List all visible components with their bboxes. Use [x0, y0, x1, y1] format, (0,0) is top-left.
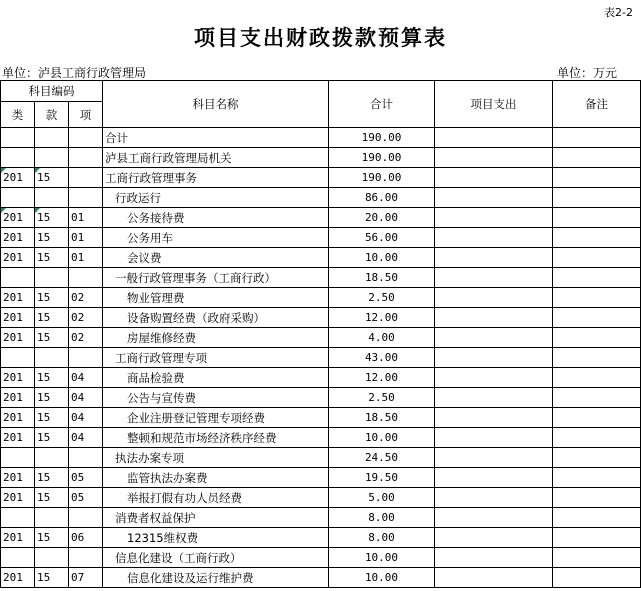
project-cell: [435, 248, 553, 268]
code-xiang-cell: 01: [69, 248, 103, 268]
total-cell: 5.00: [329, 488, 435, 508]
project-cell: [435, 208, 553, 228]
code-xiang-cell: 07: [69, 568, 103, 588]
unit-org: 单位：泸县工商行政管理局: [2, 66, 147, 80]
table-row: [1, 488, 641, 508]
table-row: [1, 168, 641, 188]
code-lei-cell: 201: [1, 468, 35, 488]
table-row: [1, 328, 641, 348]
project-cell: [435, 348, 553, 368]
total-cell: 190.00: [329, 148, 435, 168]
xiang-header: 项: [69, 102, 103, 128]
project-cell: [435, 228, 553, 248]
total-cell: 43.00: [329, 348, 435, 368]
note-cell: [553, 468, 641, 488]
project-cell: [435, 508, 553, 528]
total-cell: 12.00: [329, 308, 435, 328]
table-row: [1, 248, 641, 268]
table-row: [1, 208, 641, 228]
project-cell: [435, 168, 553, 188]
note-cell: [553, 488, 641, 508]
table-row: [1, 228, 641, 248]
code-kuan-cell: 15: [35, 428, 69, 448]
code-lei-cell: [1, 508, 35, 528]
project-cell: [435, 448, 553, 468]
subject-name-cell: 泸县工商行政管理局机关: [103, 148, 329, 168]
total-cell: 24.50: [329, 448, 435, 468]
table-row: [1, 548, 641, 568]
total-cell: 2.50: [329, 388, 435, 408]
subject-name-cell: 工商行政管理事务: [103, 168, 329, 188]
note-cell: [553, 248, 641, 268]
project-header: 项目支出: [435, 81, 553, 128]
subject-name-cell: 执法办案专项: [103, 448, 329, 468]
code-kuan-cell: 15: [35, 568, 69, 588]
note-cell: [553, 348, 641, 368]
note-cell: [553, 308, 641, 328]
project-cell: [435, 148, 553, 168]
code-xiang-cell: [69, 148, 103, 168]
table-row: [1, 428, 641, 448]
code-kuan-cell: 15: [35, 288, 69, 308]
table-row: [1, 188, 641, 208]
project-cell: [435, 188, 553, 208]
code-xiang-cell: 05: [69, 468, 103, 488]
table-row: [1, 568, 641, 588]
note-cell: [553, 168, 641, 188]
note-cell: [553, 328, 641, 348]
code-xiang-cell: [69, 348, 103, 368]
name-header: 科目名称: [103, 81, 329, 128]
code-lei-cell: 201: [1, 248, 35, 268]
code-group-header: 科目编码: [1, 81, 103, 102]
code-kuan-cell: 15: [35, 528, 69, 548]
subject-name-cell: 会议费: [103, 248, 329, 268]
code-xiang-cell: 04: [69, 388, 103, 408]
code-xiang-cell: 02: [69, 288, 103, 308]
code-lei-cell: 201: [1, 228, 35, 248]
table-id: 表2-2: [604, 6, 633, 19]
project-cell: [435, 528, 553, 548]
total-cell: 86.00: [329, 188, 435, 208]
code-xiang-cell: 01: [69, 208, 103, 228]
subject-name-cell: 公务用车: [103, 228, 329, 248]
code-lei-cell: 201: [1, 528, 35, 548]
table-row: [1, 148, 641, 168]
code-kuan-cell: 15: [35, 468, 69, 488]
table-row: [1, 508, 641, 528]
code-lei-cell: 201: [1, 168, 35, 188]
table-row: [1, 268, 641, 288]
subject-name-cell: 房屋维修经费: [103, 328, 329, 348]
code-kuan-cell: [35, 548, 69, 568]
subject-name-cell: 举报打假有功人员经费: [103, 488, 329, 508]
project-cell: [435, 308, 553, 328]
code-xiang-cell: [69, 448, 103, 468]
code-kuan-cell: 15: [35, 388, 69, 408]
code-xiang-cell: 02: [69, 308, 103, 328]
total-cell: 56.00: [329, 228, 435, 248]
total-cell: 18.50: [329, 408, 435, 428]
subject-name-cell: 设备购置经费（政府采购）: [103, 308, 329, 328]
note-cell: [553, 508, 641, 528]
subject-name-cell: 整顿和规范市场经济秩序经费: [103, 428, 329, 448]
code-lei-cell: 201: [1, 388, 35, 408]
table-row: [1, 348, 641, 368]
code-xiang-cell: [69, 268, 103, 288]
code-xiang-cell: 05: [69, 488, 103, 508]
code-kuan-cell: [35, 148, 69, 168]
project-cell: [435, 368, 553, 388]
table-row: [1, 468, 641, 488]
code-xiang-cell: [69, 508, 103, 528]
table-row: [1, 368, 641, 388]
note-cell: [553, 368, 641, 388]
total-cell: 190.00: [329, 168, 435, 188]
note-cell: [553, 428, 641, 448]
table-header: [1, 81, 641, 128]
project-cell: [435, 548, 553, 568]
code-lei-cell: [1, 348, 35, 368]
code-lei-cell: 201: [1, 568, 35, 588]
note-cell: [553, 548, 641, 568]
code-kuan-cell: 15: [35, 228, 69, 248]
code-lei-cell: 201: [1, 368, 35, 388]
code-xiang-cell: [69, 128, 103, 148]
code-kuan-cell: [35, 188, 69, 208]
code-xiang-cell: 04: [69, 428, 103, 448]
note-cell: [553, 408, 641, 428]
note-cell: [553, 128, 641, 148]
total-cell: 10.00: [329, 568, 435, 588]
code-kuan-cell: [35, 448, 69, 468]
code-xiang-cell: 02: [69, 328, 103, 348]
total-cell: 18.50: [329, 268, 435, 288]
code-kuan-cell: 15: [35, 248, 69, 268]
subject-name-cell: 合计: [103, 128, 329, 148]
total-cell: 10.00: [329, 428, 435, 448]
note-cell: [553, 288, 641, 308]
code-xiang-cell: 04: [69, 408, 103, 428]
code-lei-cell: 201: [1, 288, 35, 308]
total-header: 合计: [329, 81, 435, 128]
code-xiang-cell: [69, 168, 103, 188]
code-lei-cell: 201: [1, 428, 35, 448]
kuan-header: 款: [35, 102, 69, 128]
budget-table: [0, 80, 641, 588]
code-xiang-cell: [69, 548, 103, 568]
code-kuan-cell: 15: [35, 488, 69, 508]
subject-name-cell: 公务接待费: [103, 208, 329, 228]
subject-name-cell: 信息化建设（工商行政）: [103, 548, 329, 568]
code-lei-cell: 201: [1, 488, 35, 508]
subject-name-cell: 12315维权费: [103, 528, 329, 548]
note-cell: [553, 268, 641, 288]
unit-currency: 单位：万元: [557, 66, 618, 80]
code-lei-cell: 201: [1, 208, 35, 228]
code-lei-cell: 201: [1, 408, 35, 428]
table-row: [1, 388, 641, 408]
project-cell: [435, 468, 553, 488]
code-lei-cell: [1, 268, 35, 288]
code-kuan-cell: 15: [35, 368, 69, 388]
total-cell: 19.50: [329, 468, 435, 488]
code-lei-cell: 201: [1, 328, 35, 348]
code-kuan-cell: [35, 268, 69, 288]
table-row: [1, 408, 641, 428]
table-row: [1, 308, 641, 328]
total-cell: 2.50: [329, 288, 435, 308]
total-cell: 4.00: [329, 328, 435, 348]
note-cell: [553, 148, 641, 168]
subject-name-cell: 行政运行: [103, 188, 329, 208]
subject-name-cell: 一般行政管理事务（工商行政）: [103, 268, 329, 288]
table-row: [1, 288, 641, 308]
page-title: 项目支出财政拨款预算表: [194, 26, 447, 50]
subject-name-cell: 公告与宣传费: [103, 388, 329, 408]
project-cell: [435, 288, 553, 308]
table-row: [1, 448, 641, 468]
code-kuan-cell: 15: [35, 328, 69, 348]
code-lei-cell: 201: [1, 308, 35, 328]
code-kuan-cell: 15: [35, 408, 69, 428]
code-lei-cell: [1, 448, 35, 468]
note-cell: [553, 208, 641, 228]
total-cell: 190.00: [329, 128, 435, 148]
code-xiang-cell: 06: [69, 528, 103, 548]
project-cell: [435, 428, 553, 448]
subject-name-cell: 监管执法办案费: [103, 468, 329, 488]
note-cell: [553, 388, 641, 408]
code-lei-cell: [1, 128, 35, 148]
note-cell: [553, 568, 641, 588]
code-kuan-cell: [35, 508, 69, 528]
table-body: [1, 128, 641, 588]
total-cell: 12.00: [329, 368, 435, 388]
total-cell: 8.00: [329, 508, 435, 528]
code-xiang-cell: [69, 188, 103, 208]
project-cell: [435, 568, 553, 588]
subject-name-cell: 信息化建设及运行维护费: [103, 568, 329, 588]
subject-name-cell: 企业注册登记管理专项经费: [103, 408, 329, 428]
subject-name-cell: 物业管理费: [103, 288, 329, 308]
subject-name-cell: 商品检验费: [103, 368, 329, 388]
code-kuan-cell: [35, 128, 69, 148]
table-row: [1, 128, 641, 148]
project-cell: [435, 128, 553, 148]
project-cell: [435, 388, 553, 408]
subject-name-cell: 消费者权益保护: [103, 508, 329, 528]
note-cell: [553, 188, 641, 208]
project-cell: [435, 328, 553, 348]
note-cell: [553, 228, 641, 248]
total-cell: 10.00: [329, 548, 435, 568]
subject-name-cell: 工商行政管理专项: [103, 348, 329, 368]
note-cell: [553, 448, 641, 468]
code-xiang-cell: 01: [69, 228, 103, 248]
code-kuan-cell: 15: [35, 208, 69, 228]
lei-header: 类: [1, 102, 35, 128]
total-cell: 10.00: [329, 248, 435, 268]
total-cell: 20.00: [329, 208, 435, 228]
total-cell: 8.00: [329, 528, 435, 548]
project-cell: [435, 268, 553, 288]
code-lei-cell: [1, 188, 35, 208]
table-row: [1, 528, 641, 548]
note-cell: [553, 528, 641, 548]
project-cell: [435, 488, 553, 508]
code-lei-cell: [1, 548, 35, 568]
note-header: 备注: [553, 81, 641, 128]
code-kuan-cell: 15: [35, 308, 69, 328]
project-cell: [435, 408, 553, 428]
code-xiang-cell: 04: [69, 368, 103, 388]
code-lei-cell: [1, 148, 35, 168]
code-kuan-cell: [35, 348, 69, 368]
code-kuan-cell: 15: [35, 168, 69, 188]
